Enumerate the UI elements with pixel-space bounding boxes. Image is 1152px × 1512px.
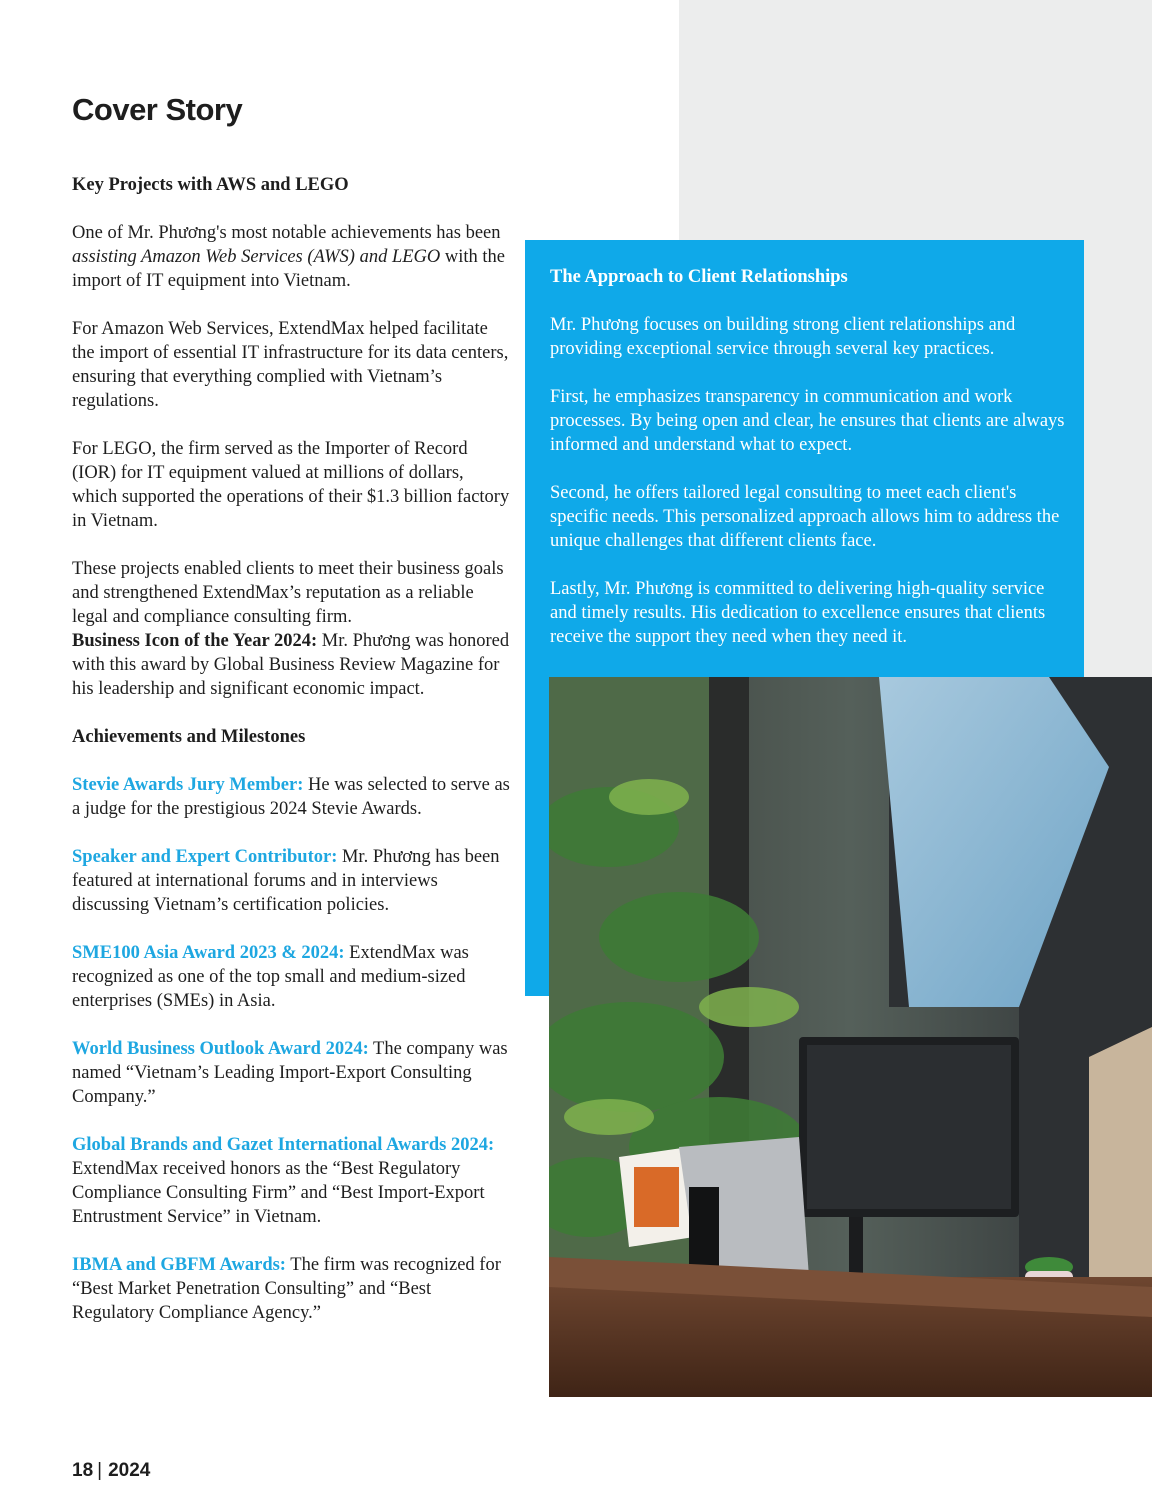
key-projects-heading: Key Projects with AWS and LEGO: [72, 175, 349, 195]
footer-separator: |: [97, 1460, 103, 1481]
office-photo-illustration: [549, 677, 1152, 1397]
achievements-heading: Achievements and Milestones: [72, 727, 306, 747]
achievement-item: Global Brands and Gazet International Awards 2024: ExtendMax received honors as the “Best Regulatory Compliance Consulting Firm” and “Best Import-Export Entrustment Service” in Vietnam.: [72, 1135, 495, 1227]
achievement-label: SME100 Asia Award 2023 & 2024:: [72, 943, 345, 963]
sidebar-paragraph: Lastly, Mr. Phương is committed to delivering high-quality service and timely results. His dedication to excellence ensures that clients receive the support they need when they need it.: [550, 579, 1046, 647]
achievement-item: SME100 Asia Award 2023 & 2024: ExtendMax was recognized as one of the top small and medium-sized enterprises (SMEs) in Asia.: [72, 943, 469, 1011]
paragraph-business-icon: Business Icon of the Year 2024: Mr. Phương was honored with this award by Global Business Review Magazine for his leadership and significant economic impact.: [72, 631, 510, 699]
achievement-item: World Business Outlook Award 2024: The company was named “Vietnam’s Leading Import-Export Consulting Company.”: [72, 1039, 508, 1107]
paragraph-projects-impact: These projects enabled clients to meet their business goals and strengthened ExtendMax’s reputation as a reliable legal and compliance consulting firm.: [72, 559, 504, 627]
page-number: 18: [72, 1460, 94, 1481]
achievement-item: IBMA and GBFM Awards: The firm was recognized for “Best Market Penetration Consulting” and “Best Regulatory Compliance Agency.”: [72, 1255, 501, 1323]
achievement-item: Stevie Awards Jury Member: He was selected to serve as a judge for the prestigious 2024 Stevie Awards.: [72, 775, 510, 819]
aws-lego-emphasis: assisting Amazon Web Services (AWS) and LEGO: [72, 247, 441, 267]
page-footer: [72, 1460, 150, 1482]
left-column: [72, 173, 512, 1349]
footer-year: 2024: [108, 1460, 151, 1481]
page-title: Cover Story: [72, 92, 243, 127]
office-photo: [549, 677, 1152, 1397]
business-icon-label: Business Icon of the Year 2024:: [72, 631, 318, 651]
achievement-label: IBMA and GBFM Awards:: [72, 1255, 286, 1275]
achievement-label: Stevie Awards Jury Member:: [72, 775, 304, 795]
achievement-label: Global Brands and Gazet International Awards 2024:: [72, 1135, 495, 1155]
achievement-label: Speaker and Expert Contributor:: [72, 847, 338, 867]
client-relationships-text: [550, 265, 1065, 673]
sidebar-paragraph: Mr. Phương focuses on building strong client relationships and providing exceptional service through several key practices.: [550, 315, 1016, 359]
paragraph-achievements-intro: One of Mr. Phương's most notable achievements has been assisting Amazon Web Services (AWS) and LEGO with the import of IT equipment into Vietnam.: [72, 223, 506, 291]
sidebar-heading: The Approach to Client Relationships: [550, 267, 848, 287]
achievement-label: World Business Outlook Award 2024:: [72, 1039, 369, 1059]
paragraph-aws: For Amazon Web Services, ExtendMax helped facilitate the import of essential IT infrastructure for its data centers, ensuring that everything complied with Vietnam’s regulations.: [72, 319, 509, 411]
achievement-item: Speaker and Expert Contributor: Mr. Phương has been featured at international forums and in interviews discussing Vietnam’s certification policies.: [72, 847, 500, 915]
paragraph-lego: For LEGO, the firm served as the Importer of Record (IOR) for IT equipment valued at millions of dollars, which supported the operations of their $1.3 billion factory in Vietnam.: [72, 439, 510, 531]
sidebar-paragraph: First, he emphasizes transparency in communication and work processes. By being open and clear, he ensures that clients are always informed and understand what to expect.: [550, 387, 1065, 455]
sidebar-paragraph: Second, he offers tailored legal consulting to meet each client's specific needs. This personalized approach allows him to address the unique challenges that different clients face.: [550, 483, 1060, 551]
